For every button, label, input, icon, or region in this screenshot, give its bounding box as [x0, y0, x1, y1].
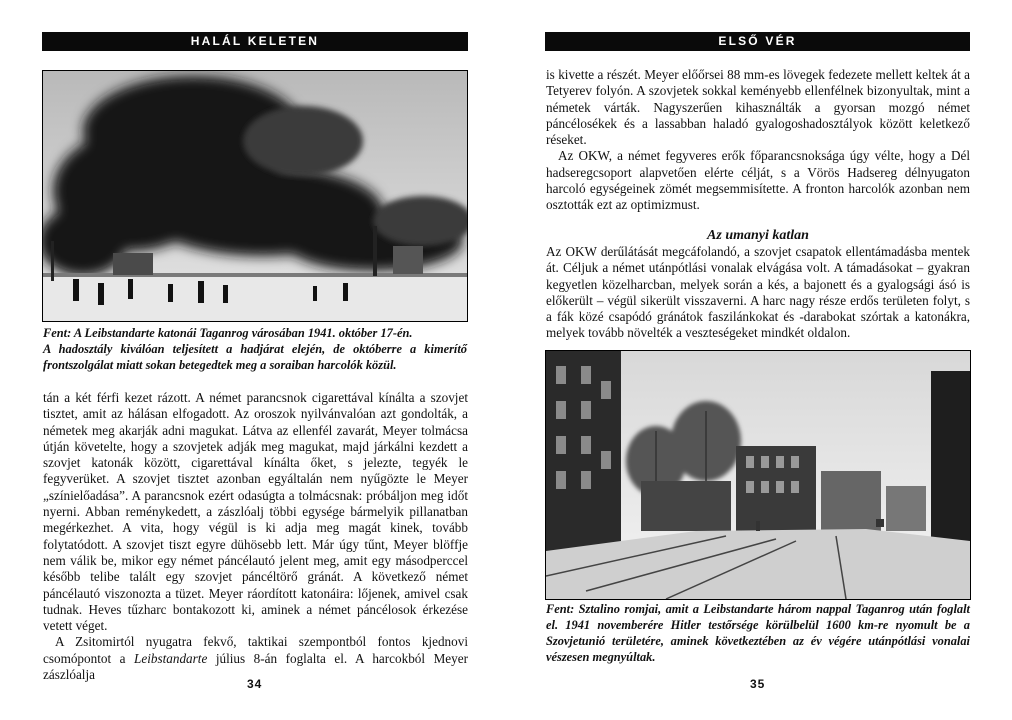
- body-text: [43, 390, 468, 683]
- paragraph: tán a két férfi kezet rázott. A német parancsnok cigarettával kínálta a szovjet tisztet, amit az hálásan elfogadott. Az oroszok nyilvánvalóan azt gondolták, a németek meg akarják adni magukat. Látva az ellenfél zavarát, Meyer tolmácsa útján követelte, hogy a szovjetek adják meg magukat, majd járkálni kezdett a szovjet katonák között, cigarettával kínálta őket, s jelezte, tegyék le fegyverüket. A szovjet tisztet azonban egyáltalán nem nyűgözte le Meyer „színielőadása”. A parancsnok ezért odasúgta a tolmácsnak: próbáljon meg időt nyerni. Abban reménykedett, a zászlóalj többi egysége bármelyik pillanatban megérkezhet. A vita, hogy végül is ki adja meg magát kinek, tovább folytatódott. A szovjet tiszt egyre dühösebb lett. Már úgy tűnt, Meyer blöffje nem válik be, mikor egy német páncélautó jelent meg, amit egy másodperccel később telibe talált egy szovjet páncéltörő gránát. A következő német páncélautó viszonozta a tüzet. Meyer ráordított katonáira: lőjenek, amivel csak tudnak. Heves tűzharc bontakozott ki, aminek a német páncélosok érkezése vetett véget.: [43, 390, 468, 634]
- page-number: 34: [247, 677, 263, 691]
- caption-line: Fent: Sztalino romjai, amit a Leibstandarte három nappal Taganrog után foglalt el. 1941 novemberére Hitler testőrsége körülbelül 1600 km-re nyomult be a Szovjetunió területére, aminek következtében az év végére utánpótlási vonalai vészesen megnyúltak.: [546, 602, 970, 664]
- paragraph-text: A Zsitomirtól nyugatra fekvő, taktikai szempontból fontos kjednovi csomópontot a: [43, 634, 468, 666]
- caption-line: A hadosztály kiválóan teljesített a hadjárat elején, de októberre a kimerítő frontszolgálat miatt sokan betegedtek meg a soraiban harcolók közül.: [43, 342, 467, 372]
- paragraph: is kivette a részét. Meyer előőrsei 88 mm-es lövegek fedezete mellett keltek át a Tetyerev folyón. A szovjetek sokkal keményebb ellenfélnek bizonyultak, mint a németek várták. Nagyszerűen kihasználták a gyorsan mozgó német páncélosékek és a lassabban haladó gyalogoshadosztályok között keletkező réseket.: [546, 67, 970, 148]
- running-header: ELSŐ VÉR: [545, 32, 970, 51]
- right-page: [506, 0, 1012, 720]
- paragraph: Az OKW, a német fegyveres erők főparancsnoksága úgy vélte, hogy a Dél hadseregcsoport alapvetően elérte célját, s a Vörös Hadsereg délnyugaton harcoló egységeinek zömét megsemmisítette. A fronton harcolók azonban nem osztották ezt az optimizmust.: [546, 148, 970, 213]
- caption-line: Fent: A Leibstandarte katonái Taganrog városában 1941. október 17-én.: [43, 326, 413, 340]
- photo-caption: [546, 601, 970, 665]
- paragraph: Az OKW derűlátását megcáfolandó, a szovjet csapatok ellentámadásba mentek át. Céljuk a német utánpótlási vonalak elvágása volt. A támadásokat – gyakran kegyetlen közelharcban, melyek során a kés, a bajonett és a gyalogsági ásó is előkerült – végül sikerült visszaverni. A harc nagy része erdős területen folyt, s a fák közé csapódó gránátok faszilánkokat és -darabokat szórtak a katonákra, melyek tovább növelték a veszteségeket mindkét oldalon.: [546, 244, 970, 341]
- paragraph: [43, 634, 468, 683]
- battlefield-smoke-photo: [42, 70, 468, 322]
- body-text: [546, 67, 970, 214]
- section-heading: Az umanyi katlan: [707, 228, 809, 243]
- ruined-city-street-photo: [545, 350, 971, 600]
- photo-caption: [43, 325, 467, 373]
- body-text: [546, 244, 970, 342]
- paragraph-text: július 8-án foglalta el. A harcokból Meyer zászlóalja: [43, 650, 468, 683]
- running-header: HALÁL KELETEN: [42, 32, 468, 51]
- page-number: 35: [750, 677, 766, 691]
- italic-unit-name: Leibstandarte: [134, 650, 208, 666]
